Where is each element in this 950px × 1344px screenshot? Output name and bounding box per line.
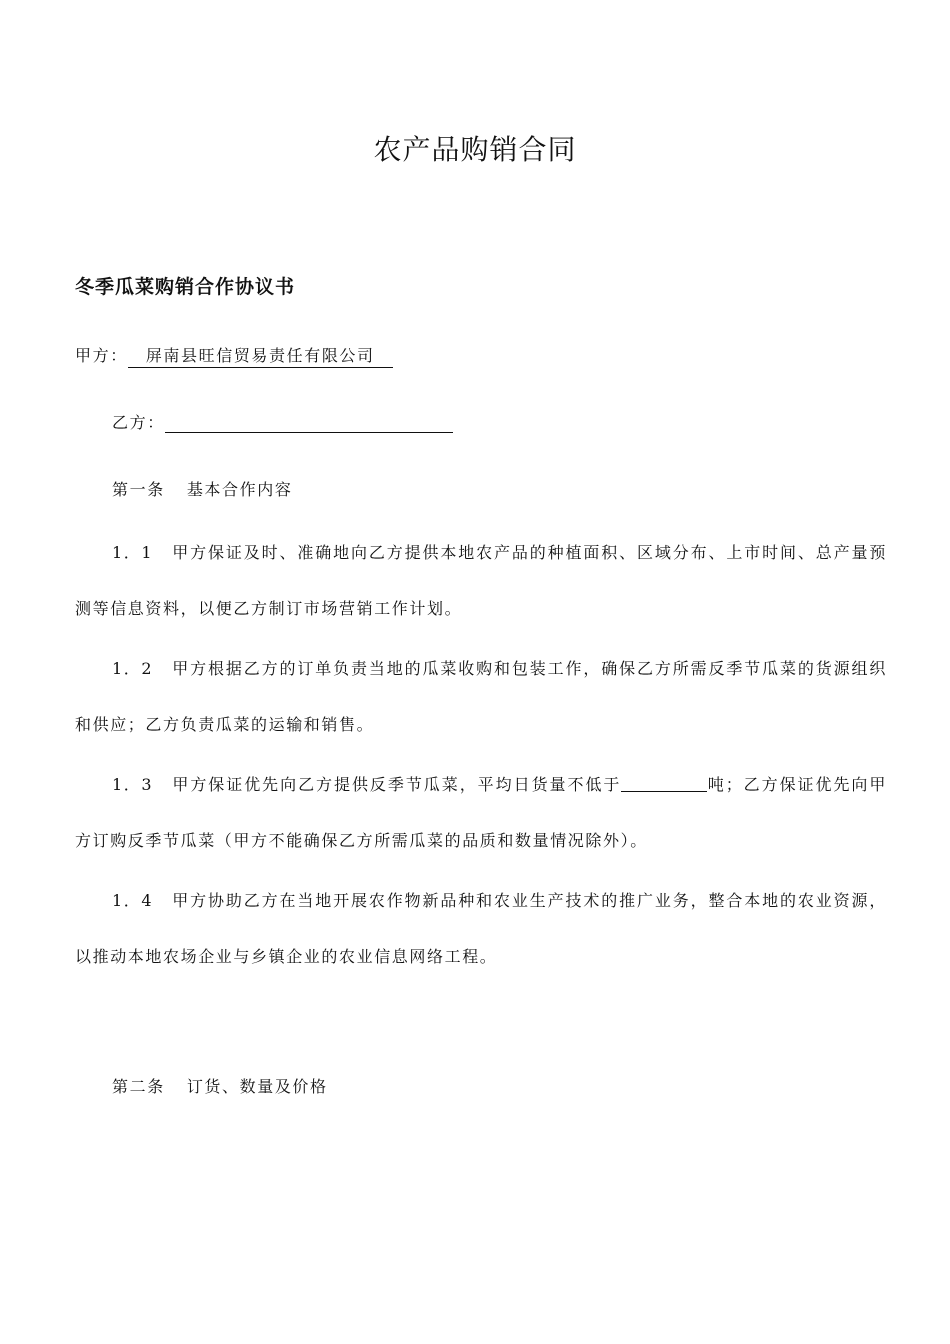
clause-text: 甲方保证及时、准确地向乙方提供本地农产品的种植面积、区域分布、上市时间、总产量预测等信息资料，以便乙方制订市场营销工作计划。 <box>75 543 887 618</box>
clause-1-1 <box>75 525 887 637</box>
party-a-value: 屏南县旺信贸易责任有限公司 <box>128 343 393 368</box>
agreement-subtitle: 冬季瓜菜购销合作协议书 <box>75 276 296 298</box>
party-a-label: 甲方： <box>75 346 128 365</box>
article-2-number: 第二条 <box>112 1077 165 1096</box>
clause-text-after: 吨；乙方保证优先向甲方订购反季节瓜菜（甲方不能确保乙方所需瓜菜的品质和数量情况除外）。 <box>75 775 887 850</box>
clause-number: 1．3 <box>112 775 154 794</box>
clause-text-before: 甲方保证优先向乙方提供反季节瓜菜，平均日货量不低于 <box>172 775 622 794</box>
article-1-title: 基本合作内容 <box>186 480 293 499</box>
article-1-number: 第一条 <box>112 480 165 499</box>
clause-number: 1．2 <box>112 659 154 678</box>
party-b-label: 乙方： <box>112 413 165 432</box>
party-b-blank <box>165 416 453 433</box>
party-a-line <box>75 343 393 368</box>
article-2-title: 订货、数量及价格 <box>186 1077 328 1096</box>
clause-1-2 <box>75 641 887 753</box>
clause-1-3 <box>75 757 887 869</box>
tonnage-blank <box>621 775 707 792</box>
clause-1-4 <box>75 873 887 985</box>
clause-text: 甲方协助乙方在当地开展农作物新品种和农业生产技术的推广业务，整合本地的农业资源，以推动本地农场企业与乡镇企业的农业信息网络工程。 <box>75 891 887 966</box>
article-2-heading <box>112 1074 328 1097</box>
party-b-line <box>112 410 453 433</box>
clause-text: 甲方根据乙方的订单负责当地的瓜菜收购和包装工作，确保乙方所需反季节瓜菜的货源组织和供应；乙方负责瓜菜的运输和销售。 <box>75 659 887 734</box>
article-1-heading <box>112 477 292 500</box>
document-title: 农产品购销合同 <box>373 133 577 166</box>
clause-number: 1．1 <box>112 543 154 562</box>
clause-number: 1．4 <box>112 891 154 910</box>
